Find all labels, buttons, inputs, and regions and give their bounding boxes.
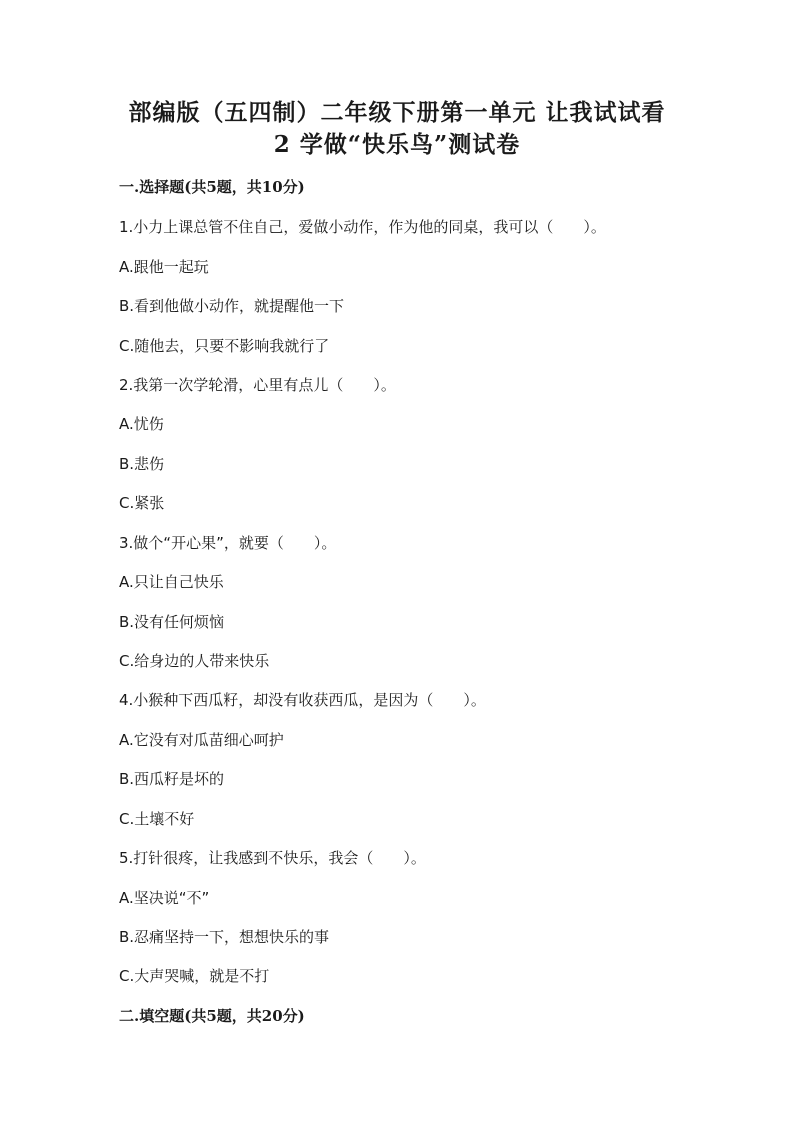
question-5-option-a: A.坚决说“不” bbox=[119, 889, 210, 907]
question-3-option-a: A.只让自己快乐 bbox=[119, 573, 224, 591]
question-3-stem: 3.做个“开心果”，就要（ ）。 bbox=[119, 534, 337, 552]
question-5-option-c: C.大声哭喊，就是不打 bbox=[119, 967, 270, 985]
question-5-option-b: B.忍痛坚持一下，想想快乐的事 bbox=[119, 928, 330, 946]
question-4-option-a: A.它没有对瓜苗细心呵护 bbox=[119, 731, 284, 749]
page-title-line-2: 2 学做“快乐鸟”测试卷 bbox=[273, 131, 521, 158]
page-title-line-1: 部编版（五四制）二年级下册第一单元 让我试试看 bbox=[128, 99, 666, 126]
question-2-option-a: A.忧伤 bbox=[119, 415, 164, 433]
section-heading-choice: 一.选择题(共5题，共10分) bbox=[119, 178, 305, 196]
question-5-stem: 5.打针很疼，让我感到不快乐，我会（ ）。 bbox=[119, 849, 426, 867]
question-4-option-c: C.土壤不好 bbox=[119, 810, 195, 828]
question-1-option-c: C.随他去，只要不影响我就行了 bbox=[119, 337, 330, 355]
question-4-stem: 4.小猴种下西瓜籽，却没有收获西瓜，是因为（ ）。 bbox=[119, 691, 486, 709]
question-4-option-b: B.西瓜籽是坏的 bbox=[119, 770, 225, 788]
section-heading-fill-in: 二.填空题(共5题，共20分) bbox=[119, 1007, 305, 1025]
question-2-stem: 2.我第一次学轮滑，心里有点儿（ ）。 bbox=[119, 376, 396, 394]
question-3-option-b: B.没有任何烦恼 bbox=[119, 613, 225, 631]
question-2-option-c: C.紧张 bbox=[119, 494, 165, 512]
question-1-stem: 1.小力上课总管不住自己，爱做小动作，作为他的同桌，我可以（ ）。 bbox=[119, 218, 606, 236]
question-1-option-a: A.跟他一起玩 bbox=[119, 258, 209, 276]
question-1-option-b: B.看到他做小动作，就提醒他一下 bbox=[119, 297, 345, 315]
question-2-option-b: B.悲伤 bbox=[119, 455, 165, 473]
question-3-option-c: C.给身边的人带来快乐 bbox=[119, 652, 270, 670]
